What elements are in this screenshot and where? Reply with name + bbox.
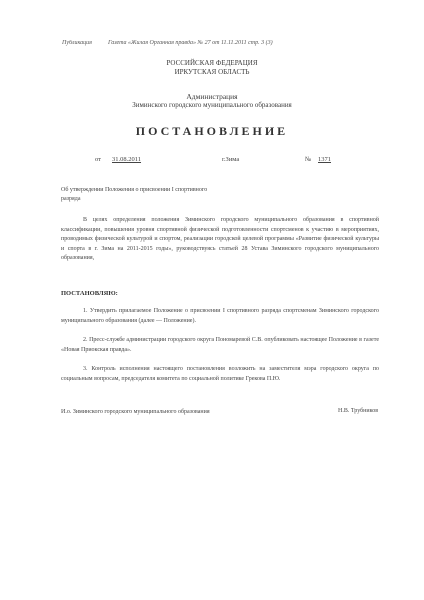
country-name: РОССИЙСКАЯ ФЕДЕРАЦИЯ [166,59,258,67]
administration-heading: Администрация [186,92,238,101]
decree-item-2: 2. Пресс-службе администрации городского округа Пономаревой С.В. опубликовать настоящее Положение в газете «Новая Приокская правда». [61,337,379,353]
publication-line [62,40,382,46]
document-date: 31.08.2011 [112,156,142,163]
decree-item-1: 1. Утвердить прилагаемое Положение о присвоении I спортивного разряда спортсменам Зиминского городского муниципального образования (далее — Положение). [61,308,379,324]
decree-item-3: 3. Контроль исполнения настоящего постановления возложить на заместителя мэра городского округа по социальным вопросам, председателя комитета по социальной политике Грекова П.Ю. [61,366,379,382]
signatory-position: И.о. Зиминского городского муниципального образования [61,409,210,415]
document-title: ПОСТАНОВЛЕНИЕ [135,124,289,138]
number-label: № [305,156,312,163]
preamble-paragraph: В целях определения положения Зиминского городского муниципального образования в спортивной классификации, повышения уровня спортивной физической подготовленности спортсменов к участию в мероприятиях, проводимых физической культурой и спортом, реализации городской целевой программы «Развитие физической культуры и спорта в г. Зима на 2011-2015 годы», руководствуясь статьей 28 Устава Зиминского городского муниципального образования, [61,217,379,261]
decree-label: ПОСТАНОВЛЯЮ: [61,290,118,297]
document-city: г.Зима [222,156,240,163]
document-subject: Об утверждении Положения о присвоении I спортивного разряда [61,187,208,202]
publication-source: Газета «Жилая Органная правда» № 27 от 11.11.2011 стр. 3 (3) [107,40,273,46]
publication-label: Публикация [62,40,92,46]
document-number: 1371 [318,156,331,163]
signatory-name: Н.В. Трубников [338,408,379,414]
region-name: ИРКУТСКАЯ ОБЛАСТЬ [174,68,250,76]
municipality-name: Зиминского городского муниципального образования [132,101,292,109]
date-label: от [95,156,102,163]
